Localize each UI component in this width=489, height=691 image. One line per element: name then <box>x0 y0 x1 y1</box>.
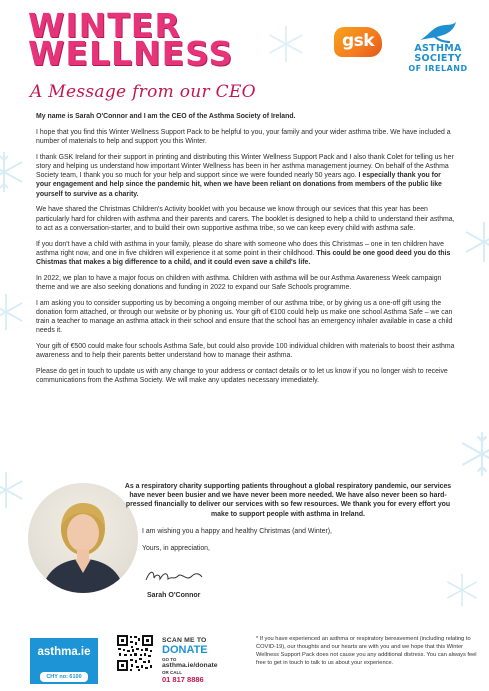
scan-label: SCAN ME TO <box>162 637 207 644</box>
paragraph-6: I am asking you to consider supporting us by becoming a ongoing member of our asthma tribe, or by giving us a one-off gift using the donation form attached, or through our website or by phoning us. Your gift of €100 could help us make one school Asthma Safe – we can train a teacher to manage an asthma attack in their school and ensure that the school has an emergency inhaler available in case a child needs it. <box>36 299 453 335</box>
asthma-ie-badge <box>30 638 98 684</box>
paragraph-2 <box>36 153 456 199</box>
signature <box>144 568 204 584</box>
closing-wish: I am wishing you a happy and healthy Christmas (and Winter), <box>142 527 332 535</box>
asi-line-1: ASTHMA <box>414 43 462 54</box>
paragraph-1: I hope that you find this Winter Wellness Support Pack to be helpful to you, your family and your wider asthma tribe. We have included a number of materials to help and support you this Winter. <box>36 128 451 145</box>
paragraph-8: Please do get in touch to update us with any change to your address or contact details or to let us know if you no longer wish to receive communications from the Asthma Society. We will make any updates necessary immediately. <box>36 368 448 385</box>
paragraph-4 <box>36 240 456 268</box>
paragraph-3: We have shared the Christmas Children's Activity booklet with you because we know through our sevices that this year has been particularly hard for children with asthma and their parents and carers. The booklet is designed to help a child to understand their asthma, to act as a conversation-starter, and to build their own supportive asthma tribe, so we can keep every child with asthma safe. <box>36 206 455 232</box>
signatory-name: Sarah O'Connor <box>147 592 201 599</box>
asi-line-3: OF IRELAND <box>408 64 468 73</box>
bird-icon <box>418 20 458 44</box>
snowflake-icon <box>462 220 489 264</box>
snowflake-icon <box>458 430 489 478</box>
charity-number: CHY no: 6100 <box>40 672 88 682</box>
goto-label: GO TO <box>162 657 177 662</box>
gsk-logo-text: gsk <box>341 31 375 51</box>
closing-block <box>118 482 458 553</box>
paragraph-7: Your gift of €500 could make four schools Asthma Safe, but could also provide 100 individual children with materials to boost their asthma awareness and to help their parents better understand how to manage their asthma. <box>36 343 455 360</box>
winter-wellness-wordmark <box>28 6 268 73</box>
paragraph-2-text: I thank GSK Ireland for their support in printing and distributing this Winter Wellness Support Pack and I also thank Colet for telling us her story and helping us understand how important Winter Wellness has been in her asthma management journey. On behalf of the Asthma Society team, I thank you so much for your help and support since we were founded nearly 50 years ago. <box>36 153 454 180</box>
donate-qr-code[interactable] <box>116 634 154 672</box>
snowflake-icon <box>444 572 480 608</box>
asi-line-2: SOCIETY <box>414 53 462 64</box>
snowflake-icon <box>0 150 26 194</box>
wordmark-line-1: WINTER <box>28 6 181 45</box>
closing-statement: As a respiratory charity supporting patients throughout a global respiratory pandemic, our services have never been busier and we have never been more needed. We have also never been so hard-pressed financially to deliver our services with so few resources. We thank you for every effort you make to support people with asthma in Ireland. <box>124 483 452 518</box>
page-subtitle: A Message from our CEO <box>30 82 256 102</box>
intro-paragraph: My name is Sarah O'Connor and I am the CEO of the Asthma Society of Ireland. <box>36 113 296 120</box>
paragraph-2-bold: I especially thank you for your engagement and help since the pandemic hit, when we have been reliant on donations from members of the public like yourself to survive as a charity. <box>36 172 442 198</box>
bereavement-note: * If you have experienced an asthma or respiratory bereavement (including relating to COVID-19), our thoughts and our hearts are with you and we hope that this Winter Wellness Support Pack does not cause you any additional distress. You can always feel free to get in touch to talk to us about your experience. <box>256 636 477 667</box>
gsk-logo <box>334 27 382 57</box>
closing-signoff: Yours, in appreciation, <box>142 545 210 553</box>
wordmark-line-2: WELLNESS <box>28 34 234 73</box>
paragraph-4-text: If you don't have a child with asthma in your family, please do share with someone who does this Christmas – one in ten children have asthma right now, and one in five children will experience it at some point in their childhood. <box>36 240 444 257</box>
paragraph-4-bold: This could be one good deed you do this Chistmas that makes a big difference to a child, and it could even save a child's life. <box>36 249 451 267</box>
snowflake-icon <box>0 470 26 510</box>
donate-url[interactable]: asthma.ie/donate <box>162 662 218 669</box>
asthma-society-logo <box>398 20 478 74</box>
or-call-label: OR CALL <box>162 670 182 675</box>
donate-info <box>162 637 242 684</box>
letter-body <box>36 112 456 392</box>
snowflake-icon <box>266 24 306 64</box>
donate-label: DONATE <box>162 644 208 656</box>
paragraph-5: In 2022, we plan to have a major focus on children with asthma. Children with asthma will be our Asthma Awareness Week campaign theme and we are also seeking donations and funding in 2022 to expand our Safe Schools programme. <box>36 274 442 292</box>
phone-number[interactable]: 01 817 8886 <box>162 675 204 684</box>
site-name: asthma.ie <box>37 646 91 658</box>
snowflake-icon <box>0 292 26 332</box>
